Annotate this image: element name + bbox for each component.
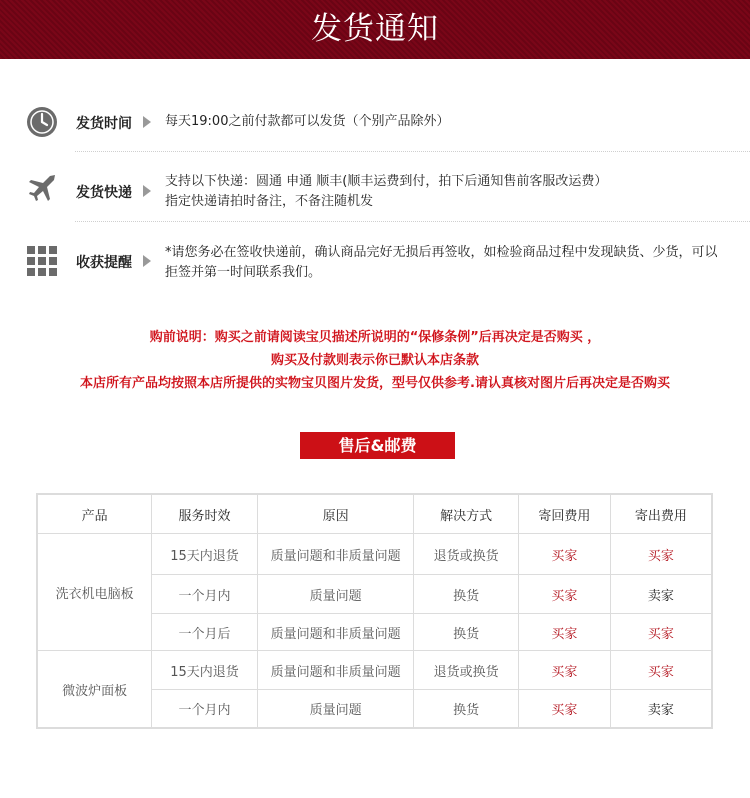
send-fee-cell: 买家 xyxy=(610,534,712,575)
service-cell: 一个月内 xyxy=(152,575,258,614)
column-header: 原因 xyxy=(257,494,414,534)
reason-cell: 质量问题 xyxy=(257,690,414,729)
solution-cell: 换货 xyxy=(414,614,519,651)
column-header: 产品 xyxy=(37,494,152,534)
send-fee-cell: 买家 xyxy=(610,651,712,690)
column-header: 寄回费用 xyxy=(519,494,611,534)
service-cell: 一个月后 xyxy=(152,614,258,651)
section-title-after-sales: 售后&邮费 xyxy=(300,432,455,459)
clock-icon xyxy=(26,106,58,138)
purchase-notice-line: 本店所有产品均按照本店所提供的实物宝贝图片发货，型号仅供参考.请认真核对图片后再决定是否购买 xyxy=(80,376,670,391)
info-text: *请您务必在签收快递前，确认商品完好无损后再签收，如检验商品过程中发现缺货、少货，可以 拒签并第一时间联系我们。 xyxy=(165,245,718,280)
header-banner xyxy=(0,0,750,59)
table-row xyxy=(37,651,712,690)
purchase-notice-line: 购前说明：购买之前请阅读宝贝描述所说明的“保修条例”后再决定是否购买 ， xyxy=(149,330,601,345)
purchase-notice-line: 购买及付款则表示你已默认本店条款 xyxy=(270,353,479,368)
solution-cell: 退货或换货 xyxy=(414,651,519,690)
table-header-row xyxy=(37,494,712,534)
arrow-right-icon xyxy=(143,185,151,197)
info-label: 发货时间 xyxy=(76,116,132,132)
table-row xyxy=(37,534,712,575)
solution-cell: 换货 xyxy=(414,690,519,729)
info-text: 支持以下快递：圆通 申通 顺丰(顺丰运费到付，拍下后通知售前客服改运费） 指定快递请拍时备注，不备注随机发 xyxy=(165,174,608,209)
arrow-right-icon xyxy=(143,116,151,128)
return-fee-cell: 买家 xyxy=(519,614,611,651)
return-fee-cell: 买家 xyxy=(519,651,611,690)
service-cell: 15天内退货 xyxy=(152,534,258,575)
column-header: 解决方式 xyxy=(414,494,519,534)
solution-cell: 换货 xyxy=(414,575,519,614)
after-sales-table xyxy=(36,493,713,729)
column-header: 寄出费用 xyxy=(610,494,712,534)
reason-cell: 质量问题和非质量问题 xyxy=(257,651,414,690)
send-fee-cell: 买家 xyxy=(610,614,712,651)
return-fee-cell: 买家 xyxy=(519,690,611,729)
return-fee-cell: 买家 xyxy=(519,534,611,575)
send-fee-cell: 卖家 xyxy=(610,690,712,729)
service-cell: 15天内退货 xyxy=(152,651,258,690)
info-row-courier xyxy=(26,170,750,214)
page-title: 发货通知 xyxy=(311,11,439,47)
arrow-right-icon xyxy=(143,255,151,267)
service-cell: 一个月内 xyxy=(152,690,258,729)
divider xyxy=(75,221,750,222)
product-cell: 洗衣机电脑板 xyxy=(37,534,152,651)
reason-cell: 质量问题和非质量问题 xyxy=(257,534,414,575)
column-header: 服务时效 xyxy=(152,494,258,534)
grid-icon xyxy=(26,245,58,277)
product-cell: 微波炉面板 xyxy=(37,651,152,729)
reason-cell: 质量问题 xyxy=(257,575,414,614)
info-label: 收获提醒 xyxy=(76,255,132,271)
info-row-shipping-time xyxy=(26,104,750,140)
send-fee-cell: 卖家 xyxy=(610,575,712,614)
divider xyxy=(75,151,750,152)
airplane-icon xyxy=(26,172,58,204)
info-text: 每天19:00之前付款都可以发货（个别产品除外） xyxy=(165,114,450,129)
info-label: 发货快递 xyxy=(76,185,132,201)
info-row-receipt-reminder xyxy=(26,241,750,285)
reason-cell: 质量问题和非质量问题 xyxy=(257,614,414,651)
solution-cell: 退货或换货 xyxy=(414,534,519,575)
return-fee-cell: 买家 xyxy=(519,575,611,614)
